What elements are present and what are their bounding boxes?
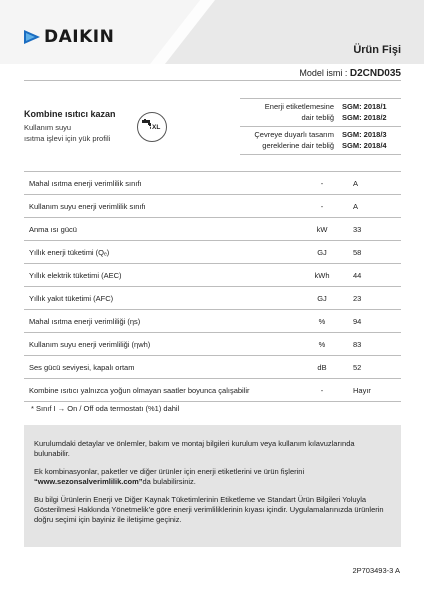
- table-row: [24, 172, 401, 195]
- spec-unit: %: [307, 333, 337, 356]
- table-row: [24, 218, 401, 241]
- spec-unit: GJ: [307, 241, 337, 264]
- spec-label: Yıllık enerji tüketimi (Qₑ): [24, 241, 307, 264]
- spec-value: 52: [337, 356, 401, 379]
- spec-value: 44: [337, 264, 401, 287]
- spec-label: Mahal ısıtma enerji verimliliği (ηs): [24, 310, 307, 333]
- info-box: [24, 425, 401, 547]
- model-divider: [24, 80, 401, 81]
- spec-unit: -: [307, 172, 337, 195]
- spec-value: 58: [337, 241, 401, 264]
- spec-value: 94: [337, 310, 401, 333]
- table-row: [24, 195, 401, 218]
- info-text: da bulabilirsiniz.: [142, 477, 196, 486]
- info-paragraph-regulation: Bu bilgi Ürünlerin Enerji ve Diğer Kaynak Tüketimlerinin Etiketleme ve Standart Ürün Bilgileri Yoluyla Gösterilmesi Hakkında Yönetmelik’e göre enerji verimliliklerinin kıyası içindir. Uygulamalarınızda ürünlerin doğru seçimi için bayiniz ile iletişime geçiniz.: [34, 495, 384, 524]
- spec-value: 33: [337, 218, 401, 241]
- model-row: [299, 68, 401, 79]
- regulation-row: [240, 98, 401, 127]
- table-row: [24, 241, 401, 264]
- table-row: [24, 264, 401, 287]
- specifications-table: [24, 171, 401, 402]
- spec-label: Anma ısı gücü: [24, 218, 307, 241]
- regulation-code: SGM: 2018/2: [342, 113, 387, 122]
- spec-label: Ses gücü seviyesi, kapalı ortam: [24, 356, 307, 379]
- load-profile-badge: [137, 112, 167, 142]
- spec-unit: -: [307, 195, 337, 218]
- spec-label: Kullanım suyu enerji verimliliği (ηwh): [24, 333, 307, 356]
- table-row: [24, 287, 401, 310]
- daikin-logo: [24, 27, 114, 47]
- model-value: D2CND035: [349, 68, 401, 79]
- regulation-desc-line2: gereklerine dair tebliğ: [262, 141, 334, 150]
- spec-unit: dB: [307, 356, 337, 379]
- table-row: [24, 379, 401, 402]
- regulation-code: SGM: 2018/3: [342, 130, 387, 139]
- spec-value: A: [337, 195, 401, 218]
- regulation-row: [240, 127, 401, 155]
- model-label: Model ismi :: [299, 68, 350, 78]
- table-row: [24, 333, 401, 356]
- load-profile-size: XL: [152, 124, 161, 131]
- regulation-code: SGM: 2018/1: [342, 102, 387, 111]
- document-code: 2P703493-3 A: [352, 566, 400, 575]
- product-subtitle-line1: Kullanım suyu: [24, 123, 72, 132]
- spec-unit: kW: [307, 218, 337, 241]
- regulation-desc-line2: dair tebliğ: [301, 113, 334, 122]
- regulation-code: SGM: 2018/4: [342, 141, 387, 150]
- product-subtitle-line2: ısıtma işlevi için yük profili: [24, 134, 111, 143]
- regulation-desc-line1: Enerji etiketlemesine: [264, 102, 334, 111]
- spec-value: 23: [337, 287, 401, 310]
- product-title: Kombine ısıtıcı kazan: [24, 109, 116, 119]
- spec-unit: -: [307, 379, 337, 402]
- spec-label: Kullanım suyu enerji verimlilik sınıfı: [24, 195, 307, 218]
- spec-label: Mahal ısıtma enerji verimlilik sınıfı: [24, 172, 307, 195]
- spec-unit: kWh: [307, 264, 337, 287]
- daikin-logo-mark-icon: [24, 30, 40, 44]
- info-paragraph-installation: Kurulumdaki detaylar ve önlemler, bakım ve montaj bilgileri kurulum veya kullanım kılavuzlarında bulunabilir.: [34, 439, 355, 458]
- spec-label: Kombine ısıtıcı yalnızca yoğun olmayan saatler boyunca çalışabilir: [24, 379, 307, 402]
- spec-label: Yıllık elektrik tüketimi (AEC): [24, 264, 307, 287]
- spec-unit: %: [307, 310, 337, 333]
- spec-unit: GJ: [307, 287, 337, 310]
- table-row: [24, 310, 401, 333]
- document-title: Ürün Fişi: [353, 44, 401, 56]
- website-link[interactable]: “www.sezonsalverimlilik.com”: [34, 477, 143, 486]
- regulations-table: [240, 98, 401, 155]
- spec-label: Yıllık yakıt tüketimi (AFC): [24, 287, 307, 310]
- spec-value: Hayır: [337, 379, 401, 402]
- table-row: [24, 356, 401, 379]
- daikin-logo-text: DAIKIN: [44, 27, 115, 47]
- footnote: * Sınıf I → On / Off oda termostatı (%1) dahil: [31, 404, 180, 413]
- spec-value: 83: [337, 333, 401, 356]
- spec-value: A: [337, 172, 401, 195]
- info-paragraph-website: [34, 467, 391, 487]
- info-text: Ek kombinasyonlar, paketler ve diğer ürünler için enerji etiketlerini ve ürün fişlerini: [34, 467, 305, 476]
- regulation-desc-line1: Çevreye duyarlı tasarım: [254, 130, 334, 139]
